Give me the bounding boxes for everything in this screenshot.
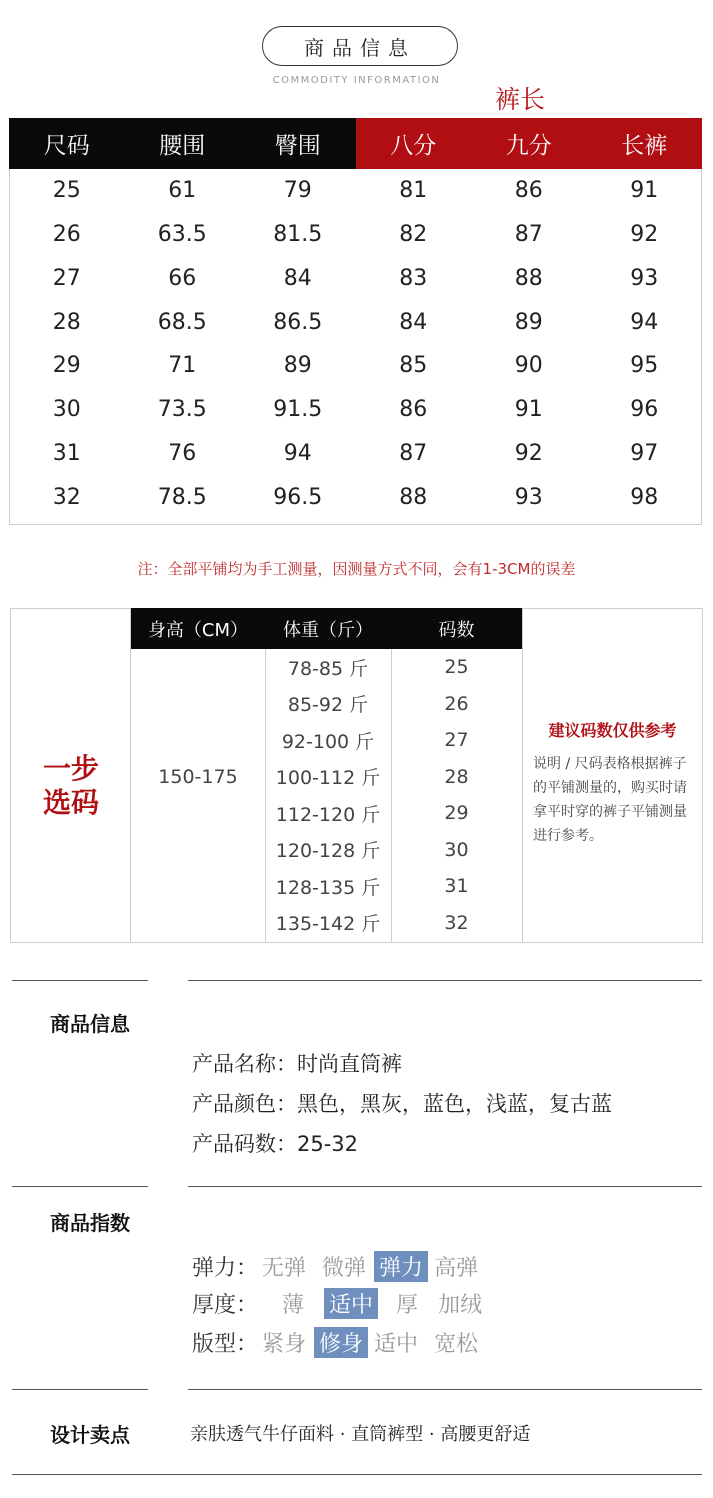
section-subtitle: COMMODITY INFORMATION <box>272 75 441 86</box>
waist-column-header: 腰围 <box>125 118 241 169</box>
table-cell: 87 <box>399 440 428 466</box>
table-cell: 28 <box>52 309 81 335</box>
section-rule <box>188 980 702 981</box>
recommend-side-desc: 说明 / 尺码表格根据裤子的平铺测量的，购买时请拿平时穿的裤子平铺测量进行参考。 <box>533 756 687 844</box>
table-cell: 71 <box>168 353 197 379</box>
table-cell: 98 <box>630 484 659 510</box>
recommend-side-title: 建议码数仅供参考 <box>548 721 677 740</box>
section-rule <box>12 1474 702 1475</box>
section-rule <box>12 1389 148 1390</box>
table-cell: 88 <box>399 484 428 510</box>
table-cell: 89 <box>283 353 312 379</box>
table-row <box>265 722 522 759</box>
table-row <box>9 257 702 301</box>
table-cell: 91.5 <box>273 397 323 423</box>
table-cell: 84 <box>399 309 428 335</box>
table-row <box>265 759 522 796</box>
table-row <box>9 475 702 519</box>
table-cell: 32 <box>52 484 81 510</box>
table-cell: 90 <box>514 353 543 379</box>
table-cell: 95 <box>630 353 659 379</box>
table-row <box>9 432 702 476</box>
table-cell: 84 <box>283 265 312 291</box>
table-row <box>265 795 522 832</box>
table-cell: 96.5 <box>273 484 323 510</box>
size-picker-label <box>12 752 130 820</box>
table-row <box>9 388 702 432</box>
elasticity-option-selected: 弹力 <box>374 1251 428 1282</box>
selling-points-text: 亲肤透气牛仔面料 · 直筒裤型 · 高腰更舒适 <box>190 1424 531 1445</box>
table-row <box>9 169 702 213</box>
table-cell: 81 <box>399 178 428 204</box>
table-cell: 91 <box>514 397 543 423</box>
weight-cell: 78-85 斤 <box>287 657 369 680</box>
weight-cell: 92-100 斤 <box>281 730 375 753</box>
cropped-length-column-header: 八分 <box>356 118 472 169</box>
table-cell: 97 <box>630 440 659 466</box>
weight-cell: 85-92 斤 <box>287 694 369 717</box>
size-cell: 28 <box>444 765 469 788</box>
table-cell: 94 <box>283 440 312 466</box>
table-cell: 82 <box>399 222 428 248</box>
weight-cell: 112-120 斤 <box>275 803 381 826</box>
height-range: 150-175 <box>158 766 238 788</box>
fit-option: 紧身 <box>262 1332 307 1357</box>
elasticity-option: 高弹 <box>434 1256 479 1281</box>
size-table-header <box>9 118 702 169</box>
divider <box>265 942 522 943</box>
weight-cell: 135-142 斤 <box>275 913 381 936</box>
table-cell: 73.5 <box>157 397 207 423</box>
thickness-option: 厚 <box>396 1293 419 1318</box>
section-rule <box>188 1186 702 1187</box>
fit-option: 适中 <box>374 1332 419 1357</box>
section-rule <box>12 980 148 981</box>
table-cell: 68.5 <box>157 309 207 335</box>
table-cell: 93 <box>514 484 543 510</box>
size-column-header: 码数 <box>438 619 475 641</box>
fit-row <box>192 1327 478 1358</box>
size-cell: 27 <box>444 729 469 752</box>
table-row <box>9 213 702 257</box>
section-rule <box>12 1186 148 1187</box>
table-cell: 87 <box>514 222 543 248</box>
recommend-header <box>131 608 522 649</box>
table-cell: 27 <box>52 265 81 291</box>
elasticity-label: 弹力： <box>192 1256 259 1281</box>
table-cell: 94 <box>630 309 659 335</box>
recommend-rows <box>265 649 522 941</box>
size-cell: 31 <box>444 875 469 898</box>
size-table-body <box>9 169 702 519</box>
thickness-option: 薄 <box>282 1293 305 1318</box>
size-cell: 29 <box>444 802 469 825</box>
product-index-title: 商品指数 <box>50 1211 130 1235</box>
table-cell: 81.5 <box>273 222 323 248</box>
fit-label: 版型： <box>192 1332 259 1357</box>
fit-option: 宽松 <box>434 1332 479 1357</box>
measurement-note: 注：全部平铺均为手工测量，因测量方式不同，会有1-3CM的误差 <box>137 560 576 578</box>
size-cell: 32 <box>444 911 469 934</box>
thickness-option-selected: 适中 <box>324 1288 378 1319</box>
elasticity-row <box>192 1251 478 1282</box>
table-cell: 29 <box>52 353 81 379</box>
table-cell: 76 <box>168 440 197 466</box>
table-cell: 92 <box>630 222 659 248</box>
weight-cell: 120-128 斤 <box>275 840 381 863</box>
table-cell: 88 <box>514 265 543 291</box>
table-cell: 86 <box>514 178 543 204</box>
divider <box>522 608 523 943</box>
table-row <box>265 832 522 869</box>
table-cell: 63.5 <box>157 222 207 248</box>
pants-length-label: 裤长 <box>494 85 545 114</box>
size-picker-label-line1: 一步 <box>42 752 99 785</box>
full-length-column-header: 长裤 <box>587 118 703 169</box>
thickness-row <box>192 1288 482 1319</box>
hip-column-header: 臀围 <box>240 118 356 169</box>
section-title-pill: 商品信息 <box>262 26 458 66</box>
table-row <box>9 300 702 344</box>
table-cell: 86 <box>399 397 428 423</box>
table-cell: 78.5 <box>157 484 207 510</box>
size-cell: 30 <box>444 838 469 861</box>
table-row <box>265 686 522 723</box>
table-row <box>265 649 522 686</box>
thickness-label: 厚度： <box>192 1293 259 1318</box>
table-cell: 96 <box>630 397 659 423</box>
product-size-range: 产品码数：25-32 <box>192 1132 359 1156</box>
table-cell: 85 <box>399 353 428 379</box>
fit-option-selected: 修身 <box>314 1327 368 1358</box>
height-column-header: 身高（CM） <box>147 619 249 641</box>
table-cell: 91 <box>630 178 659 204</box>
size-cell: 26 <box>444 692 469 715</box>
table-cell: 79 <box>283 178 312 204</box>
size-picker-label-line2: 选码 <box>42 786 99 819</box>
product-color: 产品颜色：黑色，黑灰，蓝色，浅蓝，复古蓝 <box>192 1092 612 1116</box>
table-cell: 66 <box>168 265 197 291</box>
ninth-length-column-header: 九分 <box>471 118 587 169</box>
size-cell: 25 <box>444 656 469 679</box>
table-cell: 30 <box>52 397 81 423</box>
table-row <box>9 344 702 388</box>
table-cell: 93 <box>630 265 659 291</box>
thickness-option: 加绒 <box>438 1293 483 1318</box>
weight-cell: 100-112 斤 <box>275 767 381 790</box>
selling-points-title: 设计卖点 <box>50 1423 130 1447</box>
table-cell: 61 <box>168 178 197 204</box>
table-cell: 92 <box>514 440 543 466</box>
weight-column-header: 体重（斤） <box>283 619 373 641</box>
table-cell: 83 <box>399 265 428 291</box>
table-cell: 26 <box>52 222 81 248</box>
section-rule <box>188 1389 702 1390</box>
elasticity-option: 微弹 <box>322 1256 367 1281</box>
size-column-header: 尺码 <box>9 118 125 169</box>
table-cell: 89 <box>514 309 543 335</box>
weight-cell: 128-135 斤 <box>275 876 381 899</box>
table-cell: 25 <box>52 178 81 204</box>
elasticity-option: 无弹 <box>262 1256 307 1281</box>
product-name: 产品名称：时尚直筒裤 <box>192 1052 402 1076</box>
table-cell: 31 <box>52 440 81 466</box>
table-row <box>265 868 522 905</box>
table-row <box>265 905 522 942</box>
product-info-title: 商品信息 <box>50 1012 130 1036</box>
table-cell: 86.5 <box>273 309 323 335</box>
